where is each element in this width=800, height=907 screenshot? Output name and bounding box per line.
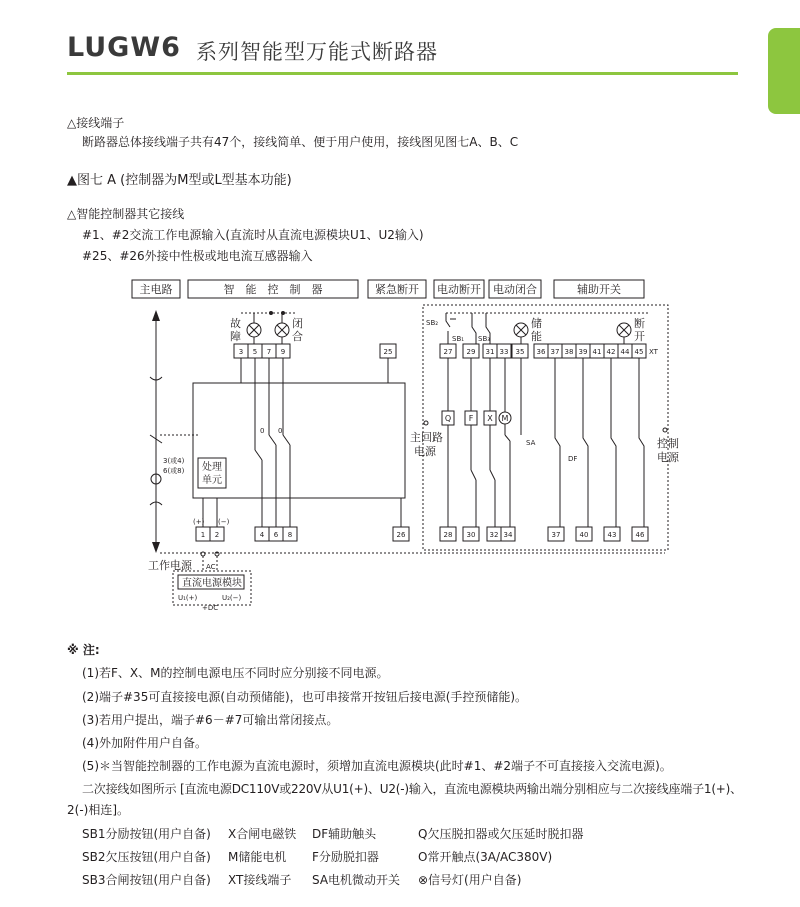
header-elec-open: 电动断开 bbox=[437, 283, 481, 296]
notes-heading: ※ 注: bbox=[67, 643, 100, 657]
svg-text:45: 45 bbox=[634, 348, 644, 356]
svg-text:31: 31 bbox=[485, 348, 495, 356]
svg-text:26: 26 bbox=[396, 531, 406, 539]
proc-line-1: 处理 bbox=[202, 462, 222, 473]
product-logo: LUGW6 bbox=[67, 32, 181, 63]
figure-caption: ▲图七 A (控制器为M型或L型基本功能) bbox=[67, 173, 292, 188]
svg-text:1: 1 bbox=[200, 531, 206, 539]
note-1: (1)若F、X、M的控制电源电压不同时应分别接不同电源。 bbox=[82, 666, 389, 680]
work-power-label: 工作电源 bbox=[148, 559, 192, 572]
svg-text:25: 25 bbox=[383, 348, 393, 356]
header-elec-close: 电动闭合 bbox=[493, 283, 537, 296]
lamp-fault-icon bbox=[247, 323, 261, 337]
ct-label-b: 6(或8) bbox=[163, 467, 185, 475]
proc-line-2: 单元 bbox=[202, 475, 222, 486]
svg-text:XT: XT bbox=[649, 348, 658, 356]
other-heading: △智能控制器其它接线 bbox=[67, 207, 185, 221]
note-2: (2)端子#35可直接接电源(自动预储能)，也可串接常开按钮后接电源(手控预储能)。 bbox=[82, 690, 528, 704]
other-line-1: #1、#2交流工作电源输入(直流时从直流电源模块U1、U2输入) bbox=[82, 228, 424, 242]
svg-text:43: 43 bbox=[607, 531, 617, 539]
main-source-label-1: 主回路 bbox=[410, 431, 443, 444]
svg-text:闭: 闭 bbox=[292, 317, 303, 330]
svg-text:44: 44 bbox=[620, 348, 630, 356]
svg-text:(−): (−) bbox=[218, 518, 230, 526]
svg-text:27: 27 bbox=[443, 348, 453, 356]
svg-text:3: 3 bbox=[238, 348, 244, 356]
svg-text:U₂(−): U₂(−) bbox=[222, 594, 242, 602]
legend-x: X合闸电磁铁 bbox=[228, 827, 297, 841]
svg-text:直流电源模块: 直流电源模块 bbox=[182, 578, 242, 589]
other-line-2: #25、#26外接中性极或地电流互感器输入 bbox=[82, 249, 313, 263]
svg-text:32: 32 bbox=[489, 531, 499, 539]
svg-text:储: 储 bbox=[531, 317, 542, 330]
svg-text:30: 30 bbox=[466, 531, 476, 539]
svg-text:6: 6 bbox=[273, 531, 279, 539]
svg-text:SA: SA bbox=[526, 439, 536, 447]
svg-text:7: 7 bbox=[266, 348, 272, 356]
lamp-close-icon bbox=[275, 323, 289, 337]
svg-text:40: 40 bbox=[579, 531, 589, 539]
ctrl-source-label-1: 控制 bbox=[657, 437, 679, 450]
svg-text:DF: DF bbox=[568, 455, 578, 463]
svg-text:8: 8 bbox=[287, 531, 293, 539]
ct-label-a: 3(或4) bbox=[163, 457, 185, 465]
svg-text:29: 29 bbox=[466, 348, 476, 356]
svg-text:39: 39 bbox=[578, 348, 588, 356]
svg-text:36: 36 bbox=[536, 348, 546, 356]
svg-text:42: 42 bbox=[606, 348, 616, 356]
legend-sa: SA电机微动开关 bbox=[312, 873, 401, 887]
lamp-store-icon bbox=[514, 323, 528, 337]
ctrl-source-label-2: 电源 bbox=[657, 451, 679, 464]
svg-text:5: 5 bbox=[252, 348, 258, 356]
legend-sb1: SB1分励按钮(用户自备) bbox=[82, 827, 211, 841]
title-rule bbox=[67, 72, 738, 75]
svg-text:AC: AC bbox=[206, 563, 216, 571]
header-emergency: 紧急断开 bbox=[375, 283, 419, 296]
svg-text:(+): (+) bbox=[193, 518, 205, 526]
svg-text:38: 38 bbox=[564, 348, 574, 356]
note-para-1: 二次接线如图所示 [直流电源DC110V或220V从U1(+)、U2(-)输入，直流电源模块两输出端分别相应与二次接线座端子1(+)、 bbox=[82, 782, 742, 796]
legend-q: Q欠压脱扣器或欠压延时脱扣器 bbox=[418, 827, 584, 841]
svg-text:33: 33 bbox=[499, 348, 509, 356]
legend-m: M储能电机 bbox=[228, 850, 287, 864]
bottom-terminal-strip-left bbox=[196, 527, 409, 541]
note-4: (4)外加附件用户自备。 bbox=[82, 736, 207, 750]
svg-text:9: 9 bbox=[280, 348, 286, 356]
svg-text:41: 41 bbox=[592, 348, 602, 356]
svg-text:障: 障 bbox=[230, 330, 241, 343]
svg-text:X: X bbox=[487, 414, 493, 423]
svg-text:SB₁: SB₁ bbox=[452, 335, 465, 343]
lamp-open-icon bbox=[617, 323, 631, 337]
svg-text:28: 28 bbox=[443, 531, 453, 539]
svg-text:断: 断 bbox=[634, 317, 645, 330]
side-tab bbox=[768, 28, 800, 114]
legend-sb2: SB2欠压按钮(用户自备) bbox=[82, 850, 211, 864]
legend-f: F分励脱扣器 bbox=[312, 850, 379, 864]
svg-text:37: 37 bbox=[550, 348, 560, 356]
legend-sb3: SB3合闸按钮(用户自备) bbox=[82, 873, 211, 887]
svg-text:Q: Q bbox=[444, 414, 452, 423]
svg-text:合: 合 bbox=[292, 330, 303, 343]
svg-text:35: 35 bbox=[515, 348, 525, 356]
terminal-desc: 断路器总体接线端子共有47个，接线简单、便于用户使用，接线图见图七A、B、C bbox=[82, 135, 519, 149]
terminal-heading: △接线端子 bbox=[67, 116, 125, 130]
legend-df: DF辅助触头 bbox=[312, 827, 377, 841]
svg-text:0: 0 bbox=[278, 427, 283, 435]
svg-text:4: 4 bbox=[259, 531, 265, 539]
svg-text:M: M bbox=[501, 414, 509, 423]
header-controller: 智 能 控 制 器 bbox=[223, 283, 323, 296]
svg-text:+DC: +DC bbox=[202, 604, 219, 612]
legend-xt: XT接线端子 bbox=[228, 873, 292, 887]
wiring-diagram bbox=[120, 275, 690, 620]
svg-text:开: 开 bbox=[634, 330, 645, 343]
note-3: (3)若用户提出，端子#6－#7可输出常闭接点。 bbox=[82, 713, 339, 727]
legend-lamp: ⊗信号灯(用户自备) bbox=[418, 873, 522, 887]
svg-text:故: 故 bbox=[230, 317, 241, 330]
main-circuit bbox=[150, 310, 162, 553]
page-title: 系列智能型万能式断路器 bbox=[196, 40, 438, 64]
svg-text:U₁(+): U₁(+) bbox=[178, 594, 198, 602]
header-main-circuit: 主电路 bbox=[139, 283, 173, 296]
svg-text:2: 2 bbox=[214, 531, 220, 539]
svg-text:46: 46 bbox=[635, 531, 645, 539]
legend-o: O常开触点(3A/AC380V) bbox=[418, 850, 553, 864]
svg-text:37: 37 bbox=[551, 531, 561, 539]
header-aux-switch: 辅助开关 bbox=[577, 283, 621, 296]
top-terminal-strip-left bbox=[234, 344, 396, 358]
svg-text:SB₃: SB₃ bbox=[478, 335, 491, 343]
svg-text:F: F bbox=[468, 414, 474, 423]
note-5: (5)＊当智能控制器的工作电源为直流电源时，须增加直流电源模块(此时#1、#2端子不可直接接入交流电源)。 bbox=[82, 759, 672, 773]
svg-text:0: 0 bbox=[260, 427, 265, 435]
svg-text:能: 能 bbox=[531, 330, 542, 343]
note-para-2: 2(-)相连]。 bbox=[67, 803, 130, 817]
svg-text:SB₂: SB₂ bbox=[426, 319, 439, 327]
svg-text:34: 34 bbox=[503, 531, 513, 539]
main-source-label-2: 电源 bbox=[414, 445, 436, 458]
